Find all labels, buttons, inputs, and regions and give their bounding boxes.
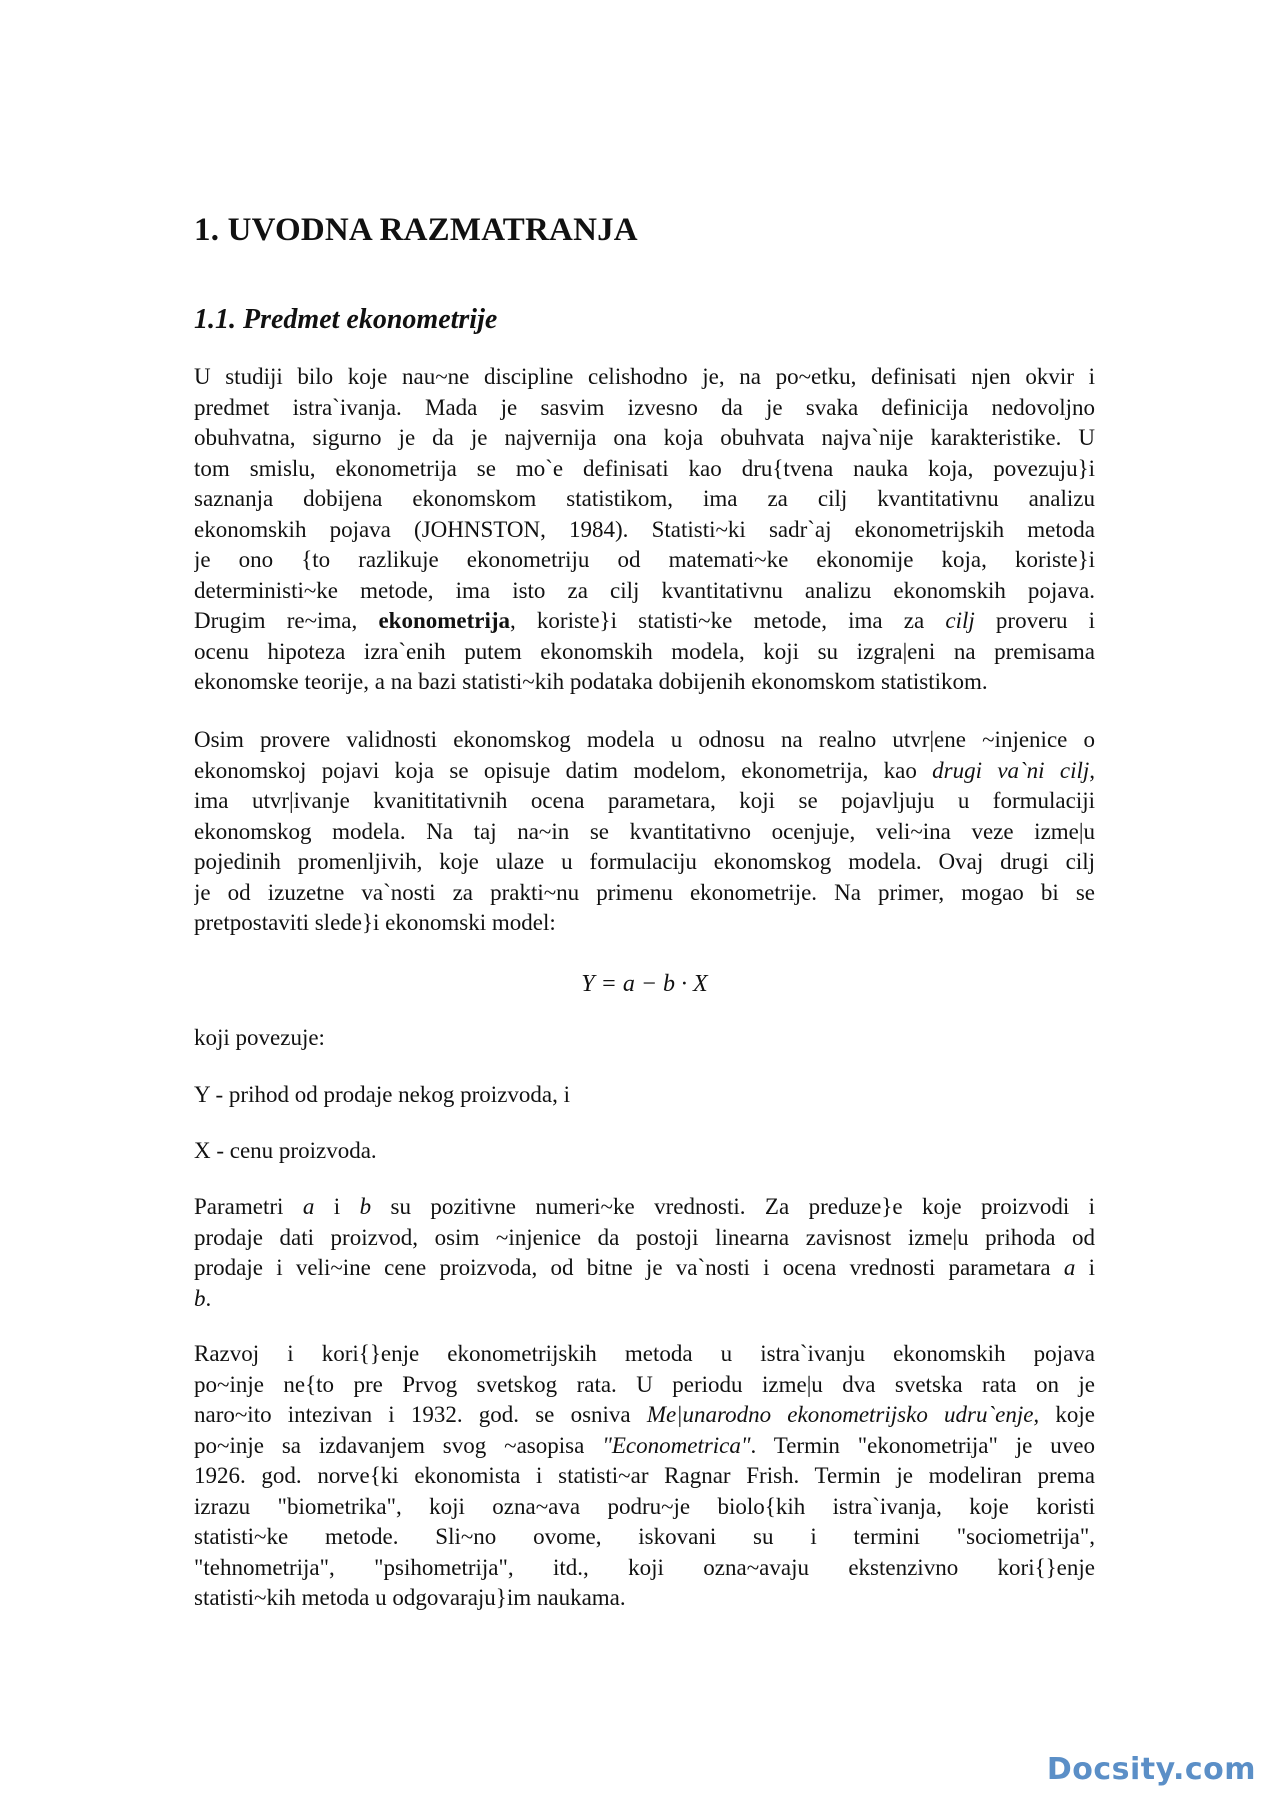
bold-term: ekonometrija xyxy=(378,608,511,633)
text-line: ocenu hipoteza izra`enih putem ekonomskih modela, koji su izgra|eni na premisama xyxy=(194,638,1095,664)
text-line: prodaje i veli~ine cene proizvoda, od bitne je va`nosti i ocena vrednosti parametara a i xyxy=(194,1255,1095,1280)
text-line: statisti~kih metoda u odgovaraju}im naukama. xyxy=(194,1585,626,1610)
model-equation: Y = a − b · X xyxy=(581,971,708,997)
text-line: Razvoj i kori{}enje ekonometrijskih metoda u istra`ivanju ekonomskih pojava xyxy=(194,1341,1095,1366)
text-line: ima utvr|ivanje kvanititativnih ocena parametara, koji se pojavljuju u formulaciji xyxy=(194,788,1095,813)
text-line: ekonomskog modela. Na taj na~in se kvantitativno ocenjuje, veli~ina veze izme|u xyxy=(194,818,1095,844)
text-line: Drugim re~ima, ekonometrija, koriste}i statisti~ke metode, ima za cilj proveru i xyxy=(194,608,1095,633)
text-line: saznanja dobijena ekonomskom statistikom, ima za cilj kvantitativnu analizu xyxy=(194,486,1095,511)
text-line: ekonomskih pojava (JOHNSTON, 1984). Statisti~ki sadr`aj ekonometrijskih metoda xyxy=(194,516,1095,542)
text-line: izrazu "biometrika", koji ozna~ava podru~je biolo{kih istra`ivanja, koje koristi xyxy=(194,1493,1095,1519)
text-line: po~inje sa izdavanjem svog ~asopisa "Econometrica". Termin "ekonometrija" je uveo xyxy=(194,1432,1095,1458)
text-line: Osim provere validnosti ekonomskog modela u odnosu na realno utvr|ene ~injenice o xyxy=(194,727,1095,752)
definition-x: X - cenu proizvoda. xyxy=(194,1138,377,1163)
section-heading: 1.1. Predmet ekonometrije xyxy=(194,304,498,335)
text-line: 1926. god. norve{ki ekonomista i statisti~ar Ragnar Frish. Termin je modeliran prema xyxy=(194,1463,1095,1488)
text-line: je ono {to razlikuje ekonometriju od matemati~ke ekonomije koja, koriste}i xyxy=(194,547,1095,572)
text-line: obuhvatna, sigurno je da je najvernija ona koja obuhvata najva`nije karakteristike. U xyxy=(194,425,1095,450)
text-line: pretpostaviti slede}i ekonomski model: xyxy=(194,910,556,935)
definition-y: Y - prihod od prodaje nekog proizvoda, i xyxy=(194,1082,570,1107)
docsity-watermark[interactable]: Docsity.com xyxy=(1046,1752,1256,1787)
paragraph-definition xyxy=(194,362,1095,698)
text-line: ekonomskoj pojavi koja se opisuje datim modelom, ekonometrija, kao drugi va`ni cilj, xyxy=(194,757,1095,783)
italic-term: "Econometrica" xyxy=(602,1432,751,1458)
text-line: b. xyxy=(194,1285,212,1311)
text-line: pojedinih promenljivih, koje ulaze u formulaciju ekonomskog modela. Ovaj drugi cilj xyxy=(194,849,1095,874)
italic-term: Me|unarodno ekonometrijsko udru`enje, xyxy=(646,1402,1040,1427)
italic-term: cilj xyxy=(945,608,975,633)
text-line: Parametri a i b su pozitivne numeri~ke vrednosti. Za preduze}e koje proizvodi i xyxy=(194,1194,1095,1219)
connects-label: koji povezuje: xyxy=(194,1025,325,1050)
paragraph-goals xyxy=(194,725,1095,939)
italic-term: drugi va`ni cilj, xyxy=(932,757,1095,783)
text-line: U studiji bilo koje nau~ne discipline celishodno je, na po~etku, definisati njen okvir i xyxy=(194,364,1095,389)
paragraph-parameters xyxy=(194,1192,1095,1314)
text-line: "tehnometrija", "psihometrija", itd., koji ozna~avaju ekstenzivno kori{}enje xyxy=(194,1554,1095,1580)
chapter-heading: 1. UVODNA RAZMATRANJA xyxy=(194,212,638,248)
text-line: tom smislu, ekonometrija se mo`e definisati kao dru{tvena nauka koja, povezuju}i xyxy=(194,455,1095,481)
text-line: deterministi~ke metode, ima isto za cilj kvantitativnu analizu ekonomskih pojava. xyxy=(194,577,1095,603)
text-line: ekonomske teorije, a na bazi statisti~kih podataka dobijenih ekonomskom statistikom. xyxy=(194,669,988,694)
text-line: je od izuzetne va`nosti za prakti~nu primenu ekonometrije. Na primer, mogao bi se xyxy=(194,879,1095,905)
text-line: predmet istra`ivanja. Mada je sasvim izvesno da je svaka definicija nedovoljno xyxy=(194,394,1095,420)
text-line: naro~ito intezivan i 1932. god. se osniva Me|unarodno ekonometrijsko udru`enje, koje xyxy=(194,1402,1095,1427)
text-line: prodaje dati proizvod, osim ~injenice da postoji linearna zavisnost izme|u prihoda od xyxy=(194,1224,1095,1250)
text-line: statisti~ke metode. Sli~no ovome, iskovani su i termini "sociometrija", xyxy=(194,1524,1095,1549)
paragraph-history xyxy=(194,1339,1095,1614)
text-line: po~inje ne{to pre Prvog svetskog rata. U periodu izme|u dva svetska rata on je xyxy=(194,1371,1095,1397)
